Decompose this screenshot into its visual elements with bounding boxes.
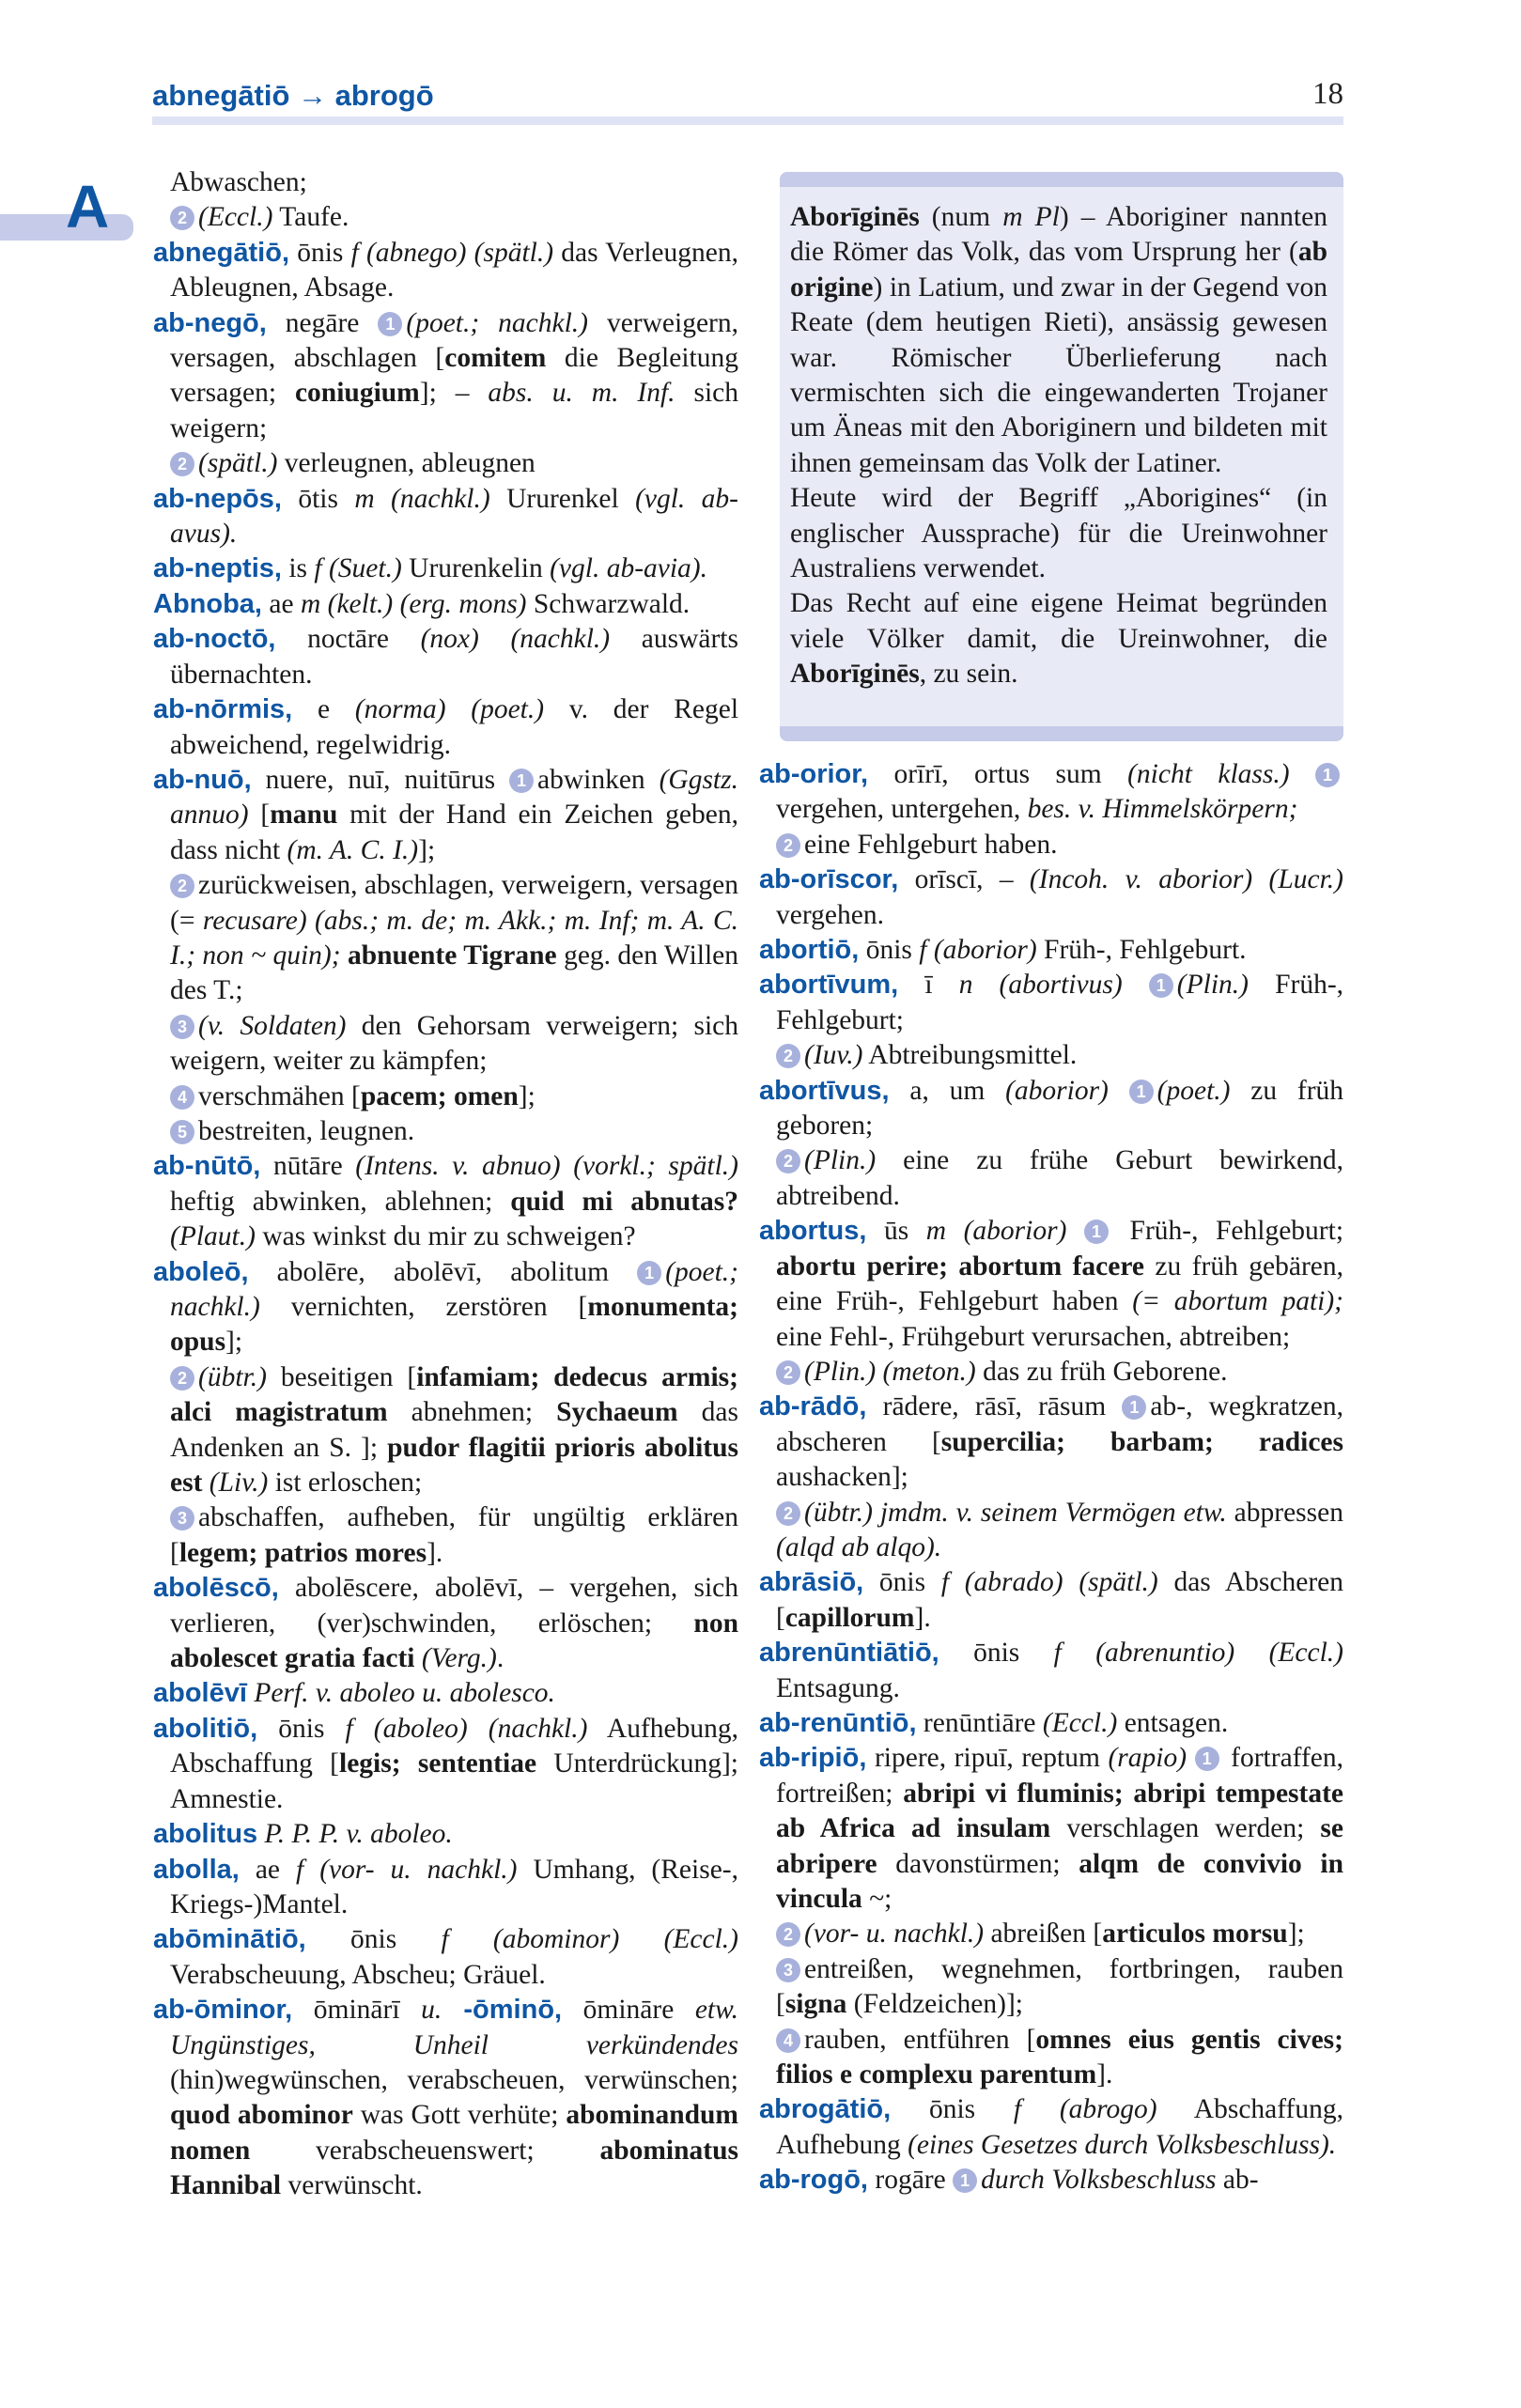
headword-variant: -ōminō, (442, 1995, 563, 2026)
dictionary-entry: ab-neptis, is f (Suet.) Ururenkelin (vgl. ab-avia). (153, 553, 708, 584)
dictionary-entry: abolēvī Perf. v. aboleo u. abolesco. (153, 1678, 555, 1709)
sense: 4 rauben, entführen [omnes eius gentis cives; filios e complexu parentum]. (776, 2024, 1343, 2090)
headword: ab-orior, (759, 759, 869, 789)
headword: ab-noctō, (153, 624, 276, 655)
sense: 2 eine Fehlgeburt haben. (759, 828, 1343, 862)
headword: ab-neptis, (153, 553, 282, 584)
sense-number-icon: 1 (1129, 1080, 1154, 1104)
info-box-text: Aborīginēs (num m Pl) – Aboriginer nannten die Römer das Volk, das vom Ursprung her (ab origine) in Latium, und zwar in der Gegend von Reate (dem heutigen Rieti), ansässig gewesen war. Römischer Überlieferung nach vermischten sich die eingewanderten Trojaner um Äneas mit den Aboriginern und bildeten mit ihnen gemeinsam das Volk der Latiner. Heute wird der Begriff „Aborigines“ (in englischer Aussprache) für die Ureinwohner Australiens verwendet. Das Recht auf eine eigene Heimat begründen viele Völker damit, die Ureinwohner, die Aborīginēs, zu sein. (790, 202, 1327, 690)
sense: 3 entreißen, wegnehmen, fortbringen, rauben [signa (Feldzeichen)]; (776, 1953, 1343, 2020)
dictionary-entry: abnegātiō, ōnis f (abnego) (spätl.) das Verleugnen, Ableugnen, Absage. (153, 237, 738, 303)
dictionary-entry: ab-negō, negāre 1 (poet.; nachkl.) verweigern, versagen, abschlagen [comitem die Begleitung versagen; coniugium]; – abs. u. m. Inf. sich weigern; (153, 307, 738, 443)
headword: abortīvus, (759, 1075, 890, 1106)
sense-number-icon: 2 (776, 1501, 800, 1526)
sense: 3 (v. Soldaten) den Gehorsam verweigern; sich weigern, weiter zu kämpfen; (170, 1010, 738, 1077)
info-box-bottom-bar (780, 726, 1343, 741)
page-number: 18 (1312, 77, 1343, 111)
sense-number-icon: 1 (1122, 1395, 1146, 1420)
headword: abrogātiō, (759, 2094, 892, 2125)
headword: abortīvum, (759, 970, 899, 1001)
dictionary-entry: ab-nepōs, ōtis m (nachkl.) Ururenkel (vgl. ab-avus). (153, 483, 739, 550)
dictionary-entry: ab-orīscor, orīscī, – (Incoh. v. aborior) (Lucr.) vergehen. (759, 864, 1343, 930)
dictionary-entry: abolitiō, ōnis f (aboleo) (nachkl.) Aufhebung, Abschaffung [legis; sententiae Unterdrückung]; Amnestie. (153, 1713, 738, 1814)
sense-number-icon: 3 (776, 1958, 800, 1982)
sense-number-icon: 2 (170, 452, 194, 476)
sense-number-icon: 4 (170, 1085, 194, 1110)
sense-number-icon: 4 (776, 2028, 800, 2053)
continuation-text: Abwaschen; 2 (Eccl.) Taufe. (170, 167, 349, 233)
sense-number-icon: 1 (509, 769, 534, 793)
headword: ab-ripiō, (759, 1743, 867, 1774)
headword: abortus, (759, 1216, 867, 1247)
sense-number-icon: 2 (776, 833, 800, 858)
dictionary-entry: ab-ripiō, ripere, ripuī, reptum (rapio) 1 fortraffen, fortreißen; abripi vi fluminis; abripi tempestate ab Africa ad insulam verschlagen werden; se abripere davonstürmen; alqm de convivio in vincula ~; (759, 1743, 1344, 1914)
headword: ab-orīscor, (759, 864, 899, 895)
headword: aboleō, (153, 1256, 249, 1287)
sense-number-icon: 1 (1195, 1747, 1219, 1771)
sense-number-icon: 1 (637, 1261, 661, 1285)
headword: abortiō, (759, 935, 860, 966)
sense-number-icon: 2 (776, 1922, 800, 1947)
headword: ab-negō, (153, 307, 267, 338)
dictionary-entry: abortīvum, ī n (abortivus) 1 (Plin.) Früh-, Fehlgeburt; (759, 970, 1344, 1035)
headword: abolitus (153, 1819, 258, 1850)
dictionary-entry: abrāsiō, ōnis f (abrado) (spätl.) das Abscheren [capillorum]. (759, 1567, 1343, 1633)
headword: abolēvī (153, 1678, 247, 1709)
dictionary-entry: ab-nōrmis, e (norma) (poet.) v. der Regel abweichend, regelwidrig. (153, 694, 739, 760)
dictionary-entry: abōminātiō, ōnis f (abominor) (Eccl.) Verabscheuung, Abscheu; Gräuel. (153, 1924, 738, 1990)
headword: abrāsiō, (759, 1567, 864, 1598)
sense-number-icon: 2 (776, 1149, 800, 1173)
sense: 2 (Plin.) (meton.) das zu früh Geborene. (759, 1355, 1343, 1390)
dictionary-entry: abrogātiō, ōnis f (abrogo) Abschaffung, Aufhebung (eines Gesetzes durch Volksbeschluss). (759, 2094, 1343, 2160)
sense-number-icon: 3 (170, 1506, 194, 1530)
sense: 2 (Iuv.) Abtreibungsmittel. (759, 1038, 1343, 1073)
info-box-aborigines (780, 172, 1343, 741)
sense: 2 (übtr.) jmdm. v. seinem Vermögen etw. abpressen (alqd ab alqo). (776, 1497, 1343, 1562)
sense-number-icon: 2 (170, 1366, 194, 1390)
sense: 2 (übtr.) beseitigen [infamiam; dedecus armis; alci magistratum abnehmen; Sychaeum das Andenken an S. ]; pudor flagitii prioris abolitus est (Liv.) ist erloschen; (170, 1361, 739, 1499)
sense-number-icon: 1 (1084, 1220, 1109, 1244)
headword: ab-nuō, (153, 764, 252, 795)
headword: ab-rādō, (759, 1391, 867, 1422)
headword: abrenūntiātiō, (759, 1638, 939, 1669)
sense-number-icon: 1 (1315, 763, 1340, 787)
left-column (153, 165, 738, 2204)
sense-number-icon: 1 (953, 2168, 977, 2193)
sense: 3 abschaffen, aufheben, für ungültig erklären [legem; patrios mores]. (170, 1502, 738, 1568)
sense: 5 bestreiten, leugnen. (153, 1114, 738, 1149)
headword: abōminātiō, (153, 1924, 306, 1955)
sense: 2 (Plin.) eine zu frühe Geburt bewirkend, abtreibend. (776, 1145, 1343, 1211)
headword: ab-nūtō, (153, 1151, 261, 1182)
headword: ab-nepōs, (153, 483, 282, 514)
sense-number-icon: 5 (170, 1120, 194, 1144)
running-header (152, 75, 1343, 113)
right-column (759, 757, 1343, 2198)
header-rule (152, 117, 1343, 125)
sense-number-icon: 3 (170, 1015, 194, 1039)
dictionary-entry: ab-nuō, nuere, nuī, nuitūrus 1 abwinken (Ggstz. annuo) [manu mit der Hand ein Zeichen geben, dass nicht (m. A. C. I.)]; (153, 764, 738, 865)
headword: ab-renūntiō, (759, 1707, 917, 1738)
info-box-top-bar (780, 172, 1343, 187)
sense-number-icon: 1 (378, 312, 402, 336)
dictionary-entry: ab-rogō, rogāre 1 durch Volksbeschluss ab- (759, 2165, 1259, 2196)
sense: 2 (vor- u. nachkl.) abreißen [articulos morsu]; (759, 1917, 1343, 1951)
sense-number-icon: 1 (1149, 973, 1173, 998)
dictionary-entry: abortus, ūs m (aborior) 1 Früh-, Fehlgeburt; abortu perire; abortum facere zu früh gebären, eine Früh-, Fehlgeburt haben (= abortum pati); eine Fehl-, Frühgeburt verursachen, abtreiben; (759, 1216, 1344, 1352)
dictionary-entry: aboleō, abolēre, abolēvī, abolitum 1 (poet.; nachkl.) vernichten, zerstören [monumenta; opus]; (153, 1256, 738, 1358)
headword: ab-ōminor, (153, 1995, 293, 2026)
dictionary-entry: ab-rādō, rādere, rāsī, rāsum 1 ab-, wegkratzen, abscheren [supercilia; barbam; radices aushacken]; (759, 1391, 1343, 1493)
sense-number-icon: 2 (170, 874, 194, 898)
headword: abnegātiō, (153, 237, 290, 268)
sense-number-icon: 2 (170, 206, 194, 230)
section-letter: A (66, 173, 110, 241)
dictionary-entry: abortīvus, a, um (aborior) 1 (poet.) zu früh geboren; (759, 1075, 1344, 1142)
sense: 2 zurückweisen, abschlagen, verweigern, versagen (= recusare) (abs.; m. de; m. Akk.; m. Inf; m. A. C. I.; non ~ quin); abnuente Tigrane geg. den Willen des T.; (170, 870, 738, 1006)
headword: abolla, (153, 1854, 240, 1885)
page-range-title: abnegātiō → abrogō (152, 79, 434, 112)
dictionary-entry: ab-nūtō, nūtāre (Intens. v. abnuo) (vorkl.; spätl.) heftig abwinken, ablehnen; quid mi abnutas? (Plaut.) was winkst du mir zu schweigen? (153, 1151, 739, 1252)
headword: abolitiō, (153, 1713, 258, 1744)
dictionary-entry: Abnoba, ae m (kelt.) (erg. mons) Schwarzwald. (153, 588, 691, 619)
sense-number-icon: 2 (776, 1044, 800, 1068)
dictionary-entry: ab-noctō, noctāre (nox) (nachkl.) auswärts übernachten. (153, 624, 738, 690)
dictionary-entry: abolēscō, abolēscere, abolēvī, – vergehen, sich verlieren, (ver)schwinden, erlöschen; non abolescet gratia facti (Verg.). (153, 1573, 738, 1674)
headword: ab-rogō, (759, 2165, 868, 2196)
dictionary-entry: abolla, ae f (vor- u. nachkl.) Umhang, (Reise-, Kriegs-)Mantel. (153, 1854, 738, 1919)
dictionary-entry: ab-orior, orīrī, ortus sum (nicht klass.) 1 vergehen, untergehen, bes. v. Himmelskörpern; (759, 757, 1343, 828)
headword: ab-nōrmis, (153, 694, 293, 725)
sense: 4 verschmähen [pacem; omen]; (153, 1080, 738, 1114)
headword: abolēscō, (153, 1573, 279, 1604)
dictionary-entry: abrenūntiātiō, ōnis f (abrenuntio) (Eccl.) Entsagung. (759, 1638, 1343, 1703)
sense: 2 (spätl.) verleugnen, ableugnen (153, 446, 738, 481)
sense-number-icon: 2 (776, 1360, 800, 1385)
dictionary-entry: ab-renūntiō, renūntiāre (Eccl.) entsagen. (759, 1707, 1229, 1738)
dictionary-entry: abortiō, ōnis f (aborior) Früh-, Fehlgeburt. (759, 935, 1247, 966)
headword: Abnoba, (153, 588, 262, 619)
dictionary-entry: ab-ōminor, ōminārī u. -ōminō, ōmināre etw. Ungünstiges, Unheil verkündendes (hin)wegwünschen, verabscheuen, verwünschen; quod abominor was Gott verhüte; abominandum nomen verabscheuenswert; abominatus Hannibal verwünscht. (153, 1995, 738, 2201)
dictionary-entry: abolitus P. P. P. v. aboleo. (153, 1819, 453, 1850)
